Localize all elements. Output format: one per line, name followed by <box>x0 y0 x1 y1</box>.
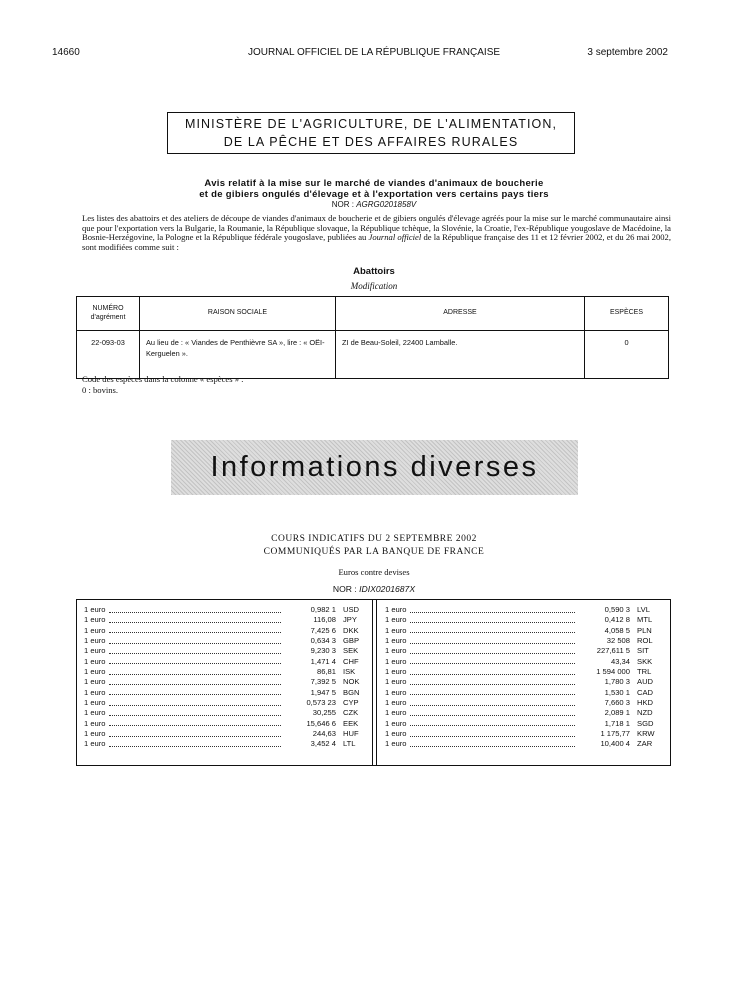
dot-leader <box>109 632 281 633</box>
rate-label: 1 euro <box>385 698 407 708</box>
species-code-note-line-2: 0 : bovins. <box>82 384 119 395</box>
dot-leader <box>109 643 281 644</box>
page-number: 14660 <box>52 47 80 58</box>
dot-leader <box>109 684 281 685</box>
rate-label: 1 euro <box>84 698 106 708</box>
table-row <box>84 657 367 667</box>
exchange-rate-column-right <box>385 605 661 750</box>
dot-leader <box>410 725 575 726</box>
currency-code: SGD <box>637 718 654 728</box>
table-row <box>84 615 367 625</box>
rate-label: 1 euro <box>385 656 407 666</box>
dot-leader <box>410 736 575 737</box>
rate-label: 1 euro <box>84 656 106 666</box>
rate-value: 0,412 8 <box>604 615 630 625</box>
table-row <box>84 708 367 718</box>
table-row <box>84 698 367 708</box>
rate-value: 4,058 5 <box>604 625 630 635</box>
currency-code: NZD <box>637 708 653 718</box>
dot-leader <box>410 705 575 706</box>
dot-leader <box>410 694 575 695</box>
rate-value: 86,81 <box>316 667 336 677</box>
header-adresse: ADRESSE <box>336 297 585 331</box>
rate-value: 32 508 <box>606 636 630 646</box>
table-row <box>385 636 661 646</box>
ministry-line-2: DE LA PÊCHE ET DES AFFAIRES RURALES <box>223 135 519 149</box>
table-row <box>84 719 367 729</box>
rate-label: 1 euro <box>385 739 407 749</box>
avis-title <box>0 178 748 200</box>
table-row <box>84 646 367 656</box>
rate-label: 1 euro <box>84 646 106 656</box>
dot-leader <box>410 612 575 613</box>
rate-label: 1 euro <box>385 605 407 614</box>
avis-body-part-2: de la République française des 11 et 12 février 2002, et du 26 mai 2002, sont modifiées comme suit : <box>82 232 671 252</box>
rate-value: 15,646 6 <box>306 718 336 728</box>
table-row <box>385 729 661 739</box>
table-row <box>385 677 661 687</box>
abattoir-table-header-row <box>77 297 669 331</box>
table-row <box>385 719 661 729</box>
table-row <box>385 626 661 636</box>
table-row <box>77 331 669 379</box>
currency-code: USD <box>343 605 360 614</box>
currency-code: HUF <box>343 729 359 739</box>
avis-body-part-1: Les listes des abattoirs et des ateliers de découpe de viandes d'animaux de boucherie et de gibiers ongulés d'élevage agréés pour la mise sur le marché communautaire ainsi que pour l'exportation vers la Bulgarie, la Roumanie, la République slovaque, la République tchèque, la Slovénie, la Croatie, l'ex-République yougoslave de Macédoine, la Bosnie-Herzégovine, la Pologne et la République fédérale yougoslave, publiées au <box>82 213 671 243</box>
rate-label: 1 euro <box>385 718 407 728</box>
species-code-note <box>82 374 244 395</box>
table-row <box>385 646 661 656</box>
cours-heading-line-2: COMMUNIQUÉS PAR LA BANQUE DE FRANCE <box>263 546 485 557</box>
table-row <box>84 605 367 615</box>
cours-heading-line-1: COURS INDICATIFS DU 2 SEPTEMBRE 2002 <box>271 534 477 544</box>
rate-value: 1,530 1 <box>604 687 630 697</box>
rate-value: 1,780 3 <box>604 677 630 687</box>
table-row <box>84 729 367 739</box>
column-divider <box>372 599 377 765</box>
rate-value: 2,089 1 <box>604 708 630 718</box>
abattoir-table <box>76 296 669 379</box>
cours-nor-code: IDIX0201687X <box>359 584 416 594</box>
rate-label: 1 euro <box>84 667 106 677</box>
header-especes: ESPÈCES <box>585 297 669 331</box>
dot-leader <box>109 705 281 706</box>
table-row <box>385 605 661 615</box>
currency-code: CYP <box>343 698 359 708</box>
avis-nor-label: NOR : <box>331 200 354 209</box>
rate-label: 1 euro <box>84 636 106 646</box>
rate-label: 1 euro <box>84 615 106 625</box>
avis-title-line-1: Avis relatif à la mise sur le marché de viandes d'animaux de boucherie <box>204 178 544 189</box>
table-row <box>385 688 661 698</box>
currency-code: ISK <box>343 667 356 677</box>
dot-leader <box>410 684 575 685</box>
rate-value: 7,660 3 <box>604 698 630 708</box>
rate-label: 1 euro <box>385 667 407 677</box>
rate-value: 7,392 5 <box>310 677 336 687</box>
cours-nor <box>0 584 748 594</box>
rate-value: 116,08 <box>313 615 336 625</box>
table-row <box>385 657 661 667</box>
rate-label: 1 euro <box>84 677 106 687</box>
currency-code: CZK <box>343 708 359 718</box>
dot-leader <box>109 622 281 623</box>
table-row <box>385 667 661 677</box>
avis-body-paragraph <box>82 214 671 252</box>
currency-code: HKD <box>637 698 654 708</box>
table-row <box>84 626 367 636</box>
rate-label: 1 euro <box>84 729 106 739</box>
rate-label: 1 euro <box>385 708 407 718</box>
rate-label: 1 euro <box>84 605 106 614</box>
species-code-note-line-1: Code des espèces dans la colonne « espèces » : <box>82 374 244 384</box>
currency-code: NOK <box>343 677 360 687</box>
rate-value: 10,400 4 <box>600 739 630 749</box>
informations-banner-title: Informations diverses <box>210 451 539 483</box>
currency-code: PLN <box>637 625 652 635</box>
rate-value: 30,255 <box>312 708 336 718</box>
rate-value: 0,573 23 <box>306 698 336 708</box>
table-row <box>84 677 367 687</box>
cell-adresse: ZI de Beau-Soleil, 22400 Lamballe. <box>336 331 585 379</box>
rate-value: 227,611 5 <box>596 646 630 656</box>
currency-code: MTL <box>637 615 653 625</box>
currency-code: CAD <box>637 687 654 697</box>
currency-code: TRL <box>637 667 652 677</box>
dot-leader <box>109 612 281 613</box>
rate-label: 1 euro <box>385 729 407 739</box>
rate-value: 0,982 1 <box>310 605 336 614</box>
rate-value: 1,471 4 <box>310 656 336 666</box>
table-row <box>84 688 367 698</box>
dot-leader <box>109 653 281 654</box>
table-row <box>385 615 661 625</box>
table-row <box>385 708 661 718</box>
cell-raison-sociale: Au lieu de : « Viandes de Penthièvre SA », lire : « OËI-Kerguelen ». <box>140 331 336 379</box>
rate-label: 1 euro <box>385 625 407 635</box>
dot-leader <box>410 622 575 623</box>
dot-leader <box>109 694 281 695</box>
dot-leader <box>410 653 575 654</box>
avis-nor-code: AGRG0201858V <box>356 200 417 209</box>
journal-title: JOURNAL OFFICIEL DE LA RÉPUBLIQUE FRANÇAISE <box>247 47 501 58</box>
table-row <box>84 667 367 677</box>
cours-subtitle: Euros contre devises <box>338 567 410 577</box>
dot-leader <box>109 715 281 716</box>
dot-leader <box>410 715 575 716</box>
dot-leader <box>410 674 575 675</box>
dot-leader <box>109 725 281 726</box>
table-row <box>385 739 661 749</box>
cours-heading <box>0 533 748 558</box>
currency-code: SIT <box>637 646 649 656</box>
currency-code: DKK <box>343 625 359 635</box>
header-numero: NUMÉRO d'agrément <box>77 297 140 331</box>
rate-value: 0,634 3 <box>310 636 336 646</box>
currency-code: CHF <box>343 656 359 666</box>
rate-label: 1 euro <box>385 646 407 656</box>
rate-value: 9,230 3 <box>310 646 336 656</box>
rate-label: 1 euro <box>385 636 407 646</box>
dot-leader <box>410 746 575 747</box>
dot-leader <box>109 663 281 664</box>
rate-value: 1 594 000 <box>596 667 630 677</box>
rate-value: 1,947 5 <box>310 687 336 697</box>
currency-code: AUD <box>637 677 654 687</box>
table-row <box>84 739 367 749</box>
currency-code: LTL <box>343 739 356 749</box>
rate-value: 7,425 6 <box>310 625 336 635</box>
dot-leader <box>410 632 575 633</box>
table-row <box>84 636 367 646</box>
dot-leader <box>109 746 281 747</box>
currency-code: SEK <box>343 646 359 656</box>
rate-value: 0,590 3 <box>604 605 630 614</box>
currency-code: GBP <box>343 636 360 646</box>
currency-code: SKK <box>637 656 653 666</box>
currency-code: KRW <box>637 729 655 739</box>
rate-label: 1 euro <box>385 615 407 625</box>
currency-code: JPY <box>343 615 357 625</box>
rate-label: 1 euro <box>84 687 106 697</box>
avis-nor <box>0 200 748 209</box>
rate-value: 3,452 4 <box>310 739 336 749</box>
rate-label: 1 euro <box>385 677 407 687</box>
table-row <box>385 698 661 708</box>
cell-numero: 22-093-03 <box>77 331 140 379</box>
currency-code: ROL <box>637 636 653 646</box>
currency-code: ZAR <box>637 739 653 749</box>
dot-leader <box>410 663 575 664</box>
rate-label: 1 euro <box>385 687 407 697</box>
section-title-abattoirs: Abattoirs <box>353 266 395 277</box>
currency-code: EEK <box>343 718 359 728</box>
rate-value: 244,63 <box>312 729 336 739</box>
avis-body-italic: Journal officiel <box>368 232 422 243</box>
rate-label: 1 euro <box>84 718 106 728</box>
ministry-heading-box <box>167 112 575 154</box>
rate-value: 1,718 1 <box>604 718 630 728</box>
rate-label: 1 euro <box>84 739 106 749</box>
currency-code: BGN <box>343 687 360 697</box>
header-raison-sociale: RAISON SOCIALE <box>140 297 336 331</box>
rate-label: 1 euro <box>84 625 106 635</box>
ministry-line-1: MINISTÈRE DE L'AGRICULTURE, DE L'ALIMENTATION, <box>184 117 558 131</box>
dot-leader <box>410 643 575 644</box>
exchange-rate-column-left <box>84 605 367 750</box>
dot-leader <box>109 736 281 737</box>
issue-date: 3 septembre 2002 <box>587 47 668 58</box>
section-subtitle-modification: Modification <box>350 281 398 291</box>
avis-title-line-2: et de gibiers ongulés d'élevage et à l'exportation vers certains pays tiers <box>199 189 549 200</box>
cell-especes: 0 <box>585 331 669 379</box>
dot-leader <box>109 674 281 675</box>
currency-code: LVL <box>637 605 650 614</box>
cours-nor-label: NOR : <box>332 584 357 594</box>
rate-value: 1 175,77 <box>600 729 630 739</box>
rate-value: 43,34 <box>610 656 630 666</box>
rate-label: 1 euro <box>84 708 106 718</box>
